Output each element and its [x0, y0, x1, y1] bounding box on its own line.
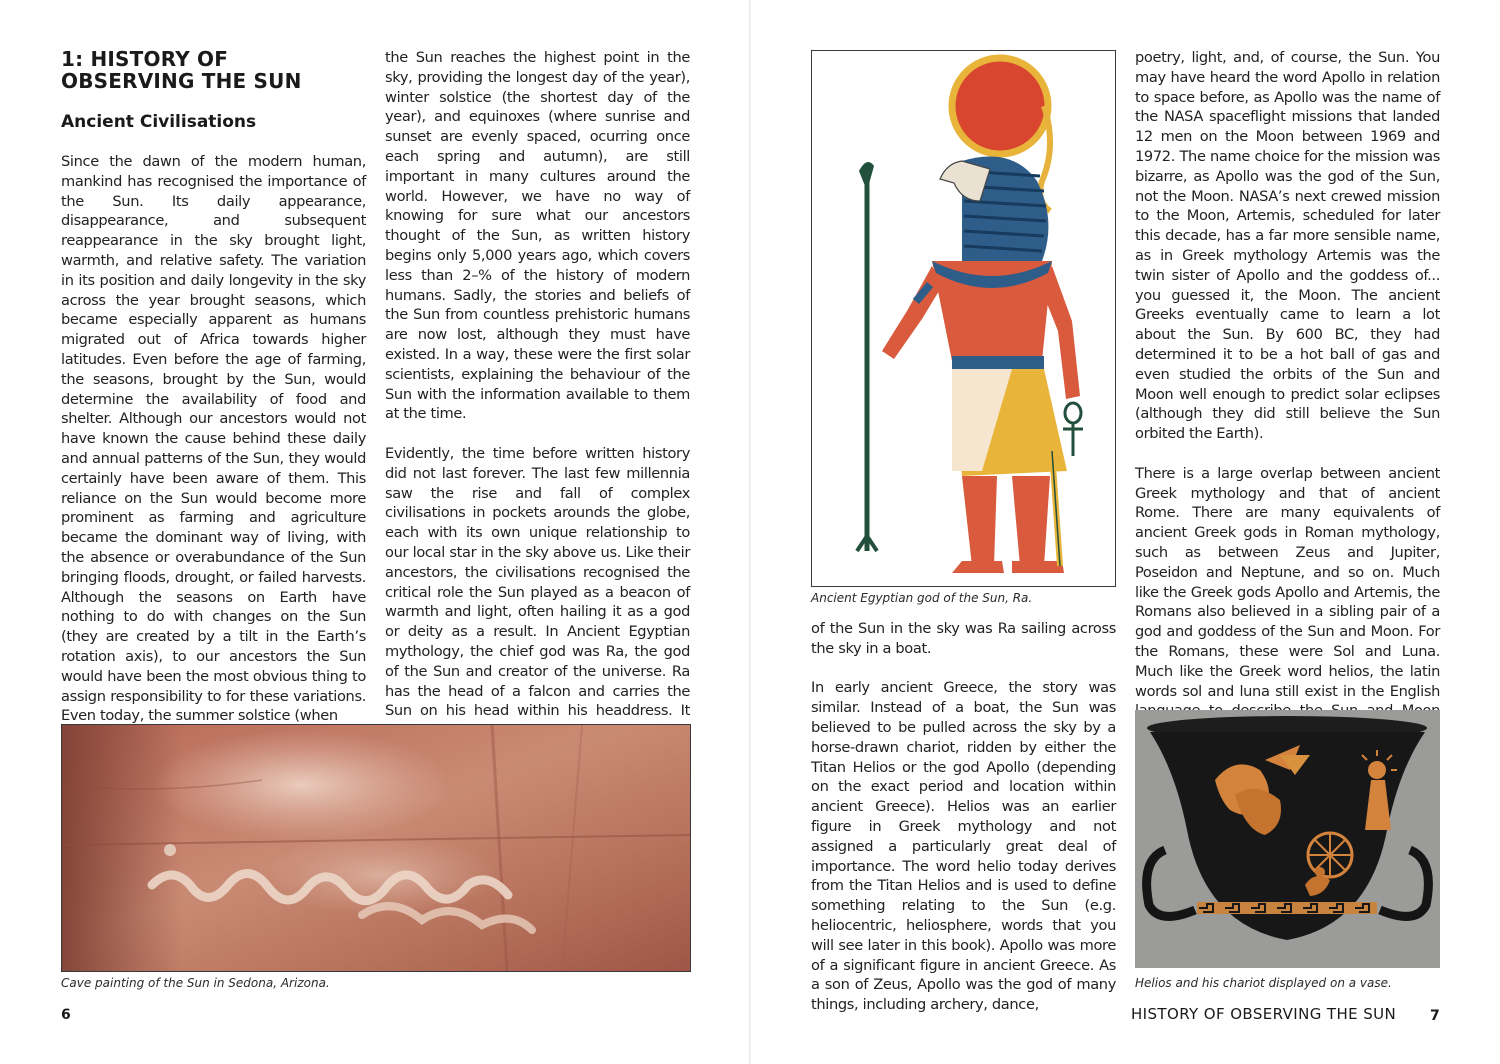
- running-head: HISTORY OF OBSERVING THE SUN: [1131, 1005, 1397, 1023]
- paragraph: Evidently, the time before written history did not last forever. The last few millennia saw the rise and fall of complex civilisations in pockets arounds the globe, each with its own unique relationship to our local star in the sky above us. Like their ancestors, the civilisations recognised the critical role the Sun played as a beacon of warmth and light, often hailing it as a god or deity as a result. In Ancient Egyptian mythology, the chief god was Ra, the god of the Sun and creator of the universe. Ra has the head of a falcon and carries the Sun on his head within his headdress. It: [385, 444, 690, 720]
- body-column-2: [385, 48, 690, 741]
- body-column-3: [811, 619, 1116, 1015]
- ra-illustration-image: [811, 50, 1116, 587]
- ra-figure-illustration: [812, 51, 1115, 586]
- body-column-4: [1135, 48, 1440, 741]
- paragraph: of the Sun in the sky was Ra sailing across the sky in a boat.: [811, 620, 1116, 657]
- vase-figure-caption: Helios and his chariot displayed on a vase.: [1135, 976, 1392, 990]
- paragraph: There is a large overlap between ancient Greek mythology and that of ancient Rome. There are many equivalents of ancient Greek gods in Roman mythology, such as between Zeus and Jupiter, Poseidon and Neptune, and so on. Much like the Greek gods Apollo and Artemis, the Romans also believed in a sibling pair of a god and goddess of the Sun and Moon. For the Romans, these were Sol and Luna. Much like the Greek word helios, the latin words sol and luna still exist in the English: [1135, 464, 1440, 700]
- paragraph: In early ancient Greece, the story was similar. Instead of a boat, the Sun was believed to be pulled across the sky by a horse-drawn chariot, ridden by either the Titan Helios or the god Apollo (depending on the exact period and location within ancient Greece). Helios was an earlier figure in Greek mythology and not assigned a particularly great deal of importance. The word helio today derives from the Titan Helios and is used to define something relating to the Sun (e.g. heliocentric, heliosphere, words that you will see later in this book). Apollo was more of a significant figure in ancient Greece. As a son of Zeus, Apollo was the god of many things, including archery, dance,: [811, 679, 1116, 1014]
- helios-vase-illustration: [1135, 710, 1440, 968]
- cave-painting-image: [61, 724, 691, 972]
- cave-painting-illustration: [62, 725, 690, 971]
- chapter-title: 1: HISTORY OF OBSERVING THE SUN: [61, 47, 302, 93]
- body-column-1: [61, 152, 366, 726]
- cave-figure-caption: Cave painting of the Sun in Sedona, Arizona.: [61, 976, 330, 990]
- paragraph: poetry, light, and, of course, the Sun. You may have heard the word Apollo in relation to space before, as Apollo was the name of the NASA spaceflight missions that landed 12 men on the Moon between 1969 and 1972. The name choice for the mission was bizarre, as Apollo was the god of the Sun, not the Moon. NASA’s next crewed mission to the Moon, Artemis, scheduled for later this decade, has a far more sensible name, as in Greek mythology Artemis was the twin sister of Apollo and the goddess of... you guessed it, the Moon. The ancient Greeks eventually came to learn a lot about the Sun. By 600 BC, they had determined it to be a hot ball of gas and even studied the orbits of the Sun and Moon well enough to predict solar eclipses (although they did still believe the Sun orbited the Earth).: [1135, 49, 1440, 443]
- section-heading: Ancient Civilisations: [61, 112, 257, 132]
- paragraph: the Sun reaches the highest point in the sky, providing the longest day of the year), winter solstice (the shortest day of the year), and equinoxes (where sunrise and sunset are evenly spaced, ocurring once each spring and autumn), are still important in many cultures around the world. However, we have no way of knowing for sure what our ancestors thought of the Sun, as written history begins only 5,000 years ago, which covers less than 2–% of the history of modern humans. Sadly, the stories and beliefs of the Sun from countless prehistoric humans are now lost, although they must have existed. In a way, these were the first solar scientists, explaining the behaviour of the Sun with the information available to them at the time.: [385, 49, 690, 423]
- helios-vase-image: [1135, 710, 1440, 968]
- page-number-left: 6: [61, 1007, 71, 1023]
- page-number-right: 7: [1430, 1008, 1440, 1024]
- paragraph: Since the dawn of the modern human, mankind has recognised the importance of the Sun. Its daily appearance, disappearance, and subsequent reappearance in the sky brought light, warmth, and relative safety. The variation in its position and daily longevity in the sky across the year brought seasons, which became especially apparent as humans migrated out of Africa towards higher latitudes. Even before the age of farming, the seasons, brought by the Sun, would determine the availability of food and shelter. Although our ancestors would not have known the cause behind these daily and annual patterns of the Sun, they would certainly have been aware of them. This reliance on the Sun would become more prominent as farming and agriculture became the dominant way of living, with the absence or overabundance of the Sun bringing floods, drought, or failed harvests. Although the seasons on Earth have nothing to do with changes on the Sun (they are created by a tilt in the Earth’s rotation axis), to our ancestors the Sun would have been the most obvious thing to assign responsibility to for these variations. Even today, the summer solstice (when: [61, 153, 366, 725]
- ra-figure-caption: Ancient Egyptian god of the Sun, Ra.: [811, 591, 1033, 605]
